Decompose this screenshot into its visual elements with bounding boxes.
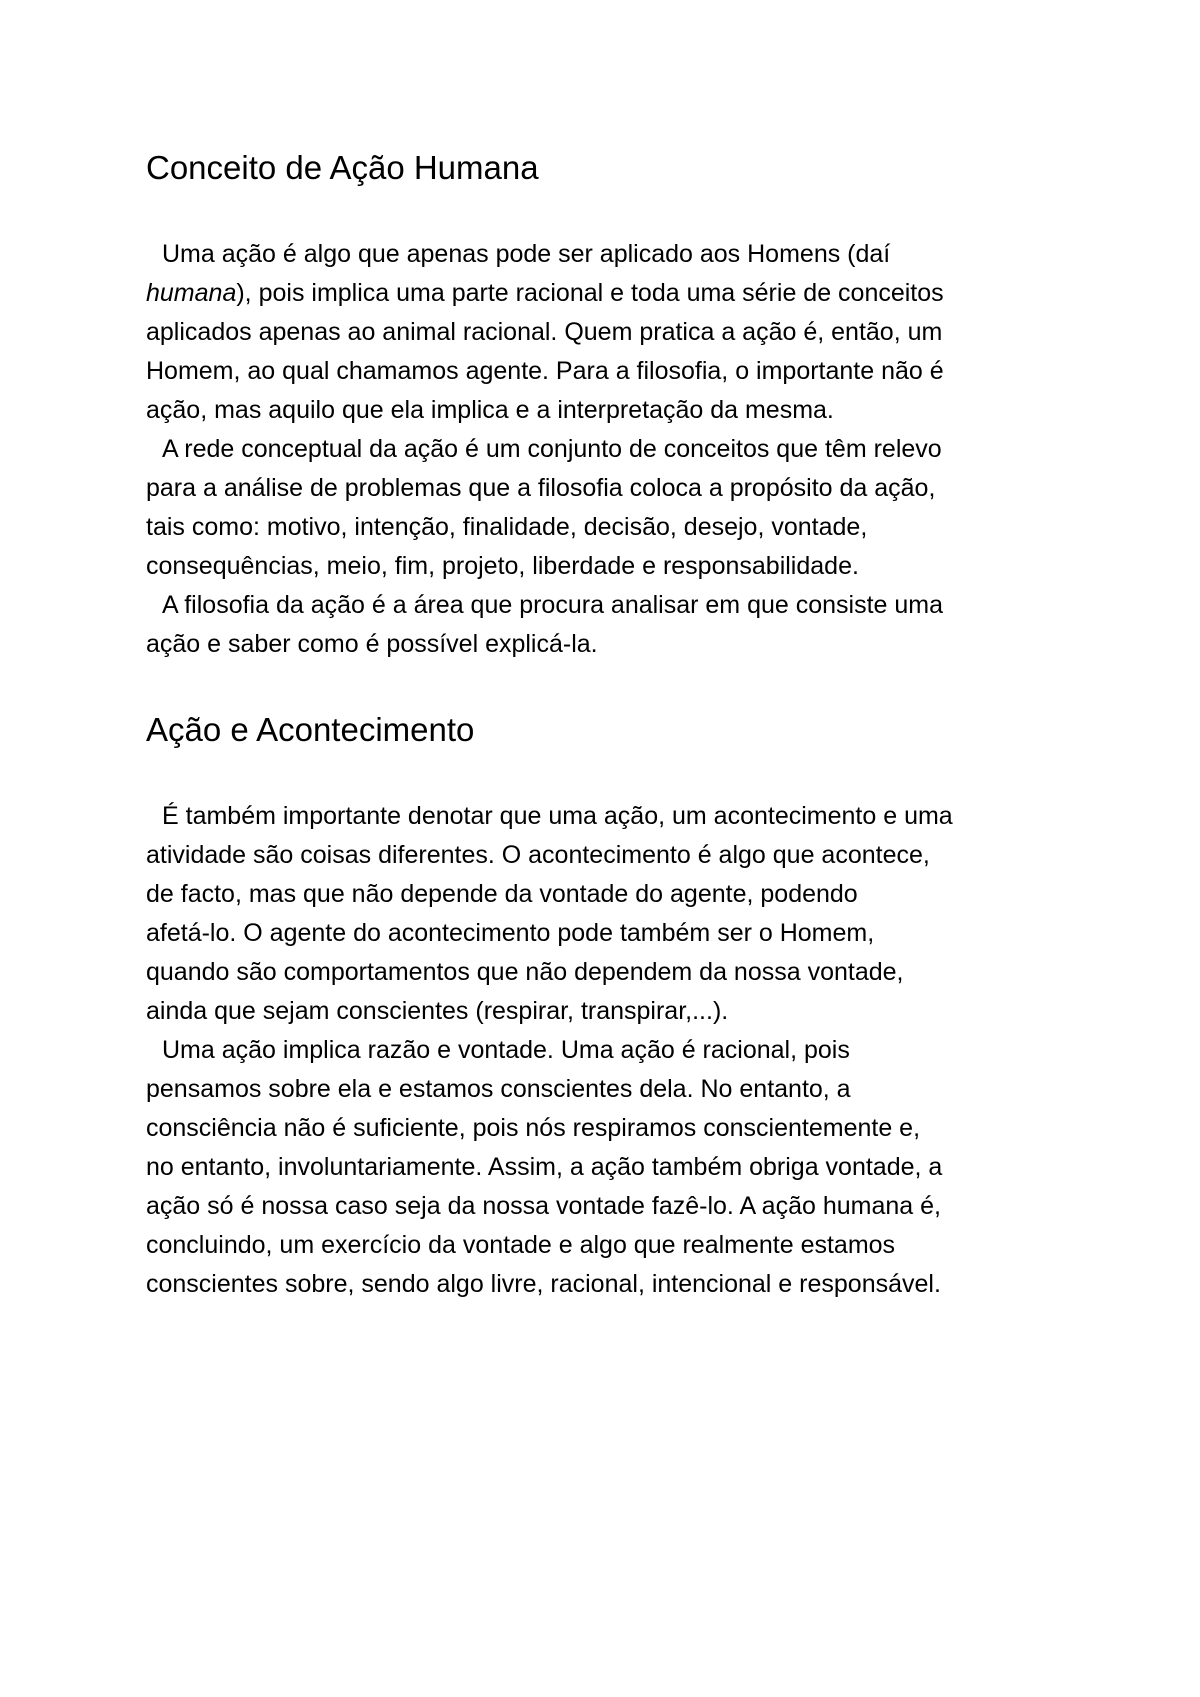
paragraph-line: ação e saber como é possível explicá-la. [146, 630, 598, 658]
paragraph-line [146, 238, 890, 270]
paragraph-line: consciência não é suficiente, pois nós respiramos conscientemente e, [146, 1114, 921, 1142]
paragraph-line: ação, mas aquilo que ela implica e a interpretação da mesma. [146, 396, 834, 424]
section-title-acontecimento: Ação e Acontecimento [146, 711, 475, 748]
paragraph-line: pensamos sobre ela e estamos conscientes dela. No entanto, a [146, 1075, 851, 1103]
paragraph-line: É também importante denotar que uma ação, um acontecimento e uma [162, 802, 953, 830]
text-span: ), pois implica uma parte racional e toda uma série de conceitos [236, 279, 944, 307]
paragraph-line: A rede conceptual da ação é um conjunto de conceitos que têm relevo [162, 435, 942, 463]
paragraph-line [146, 277, 944, 309]
paragraph-line: conscientes sobre, sendo algo livre, racional, intencional e responsável. [146, 1270, 941, 1298]
paragraph-line: consequências, meio, fim, projeto, liberdade e responsabilidade. [146, 552, 859, 580]
paragraph-line: tais como: motivo, intenção, finalidade, decisão, desejo, vontade, [146, 513, 868, 541]
paragraph-line: para a análise de problemas que a filosofia coloca a propósito da ação, [146, 474, 936, 502]
paragraph-line: Uma ação implica razão e vontade. Uma ação é racional, pois [162, 1036, 850, 1064]
paragraph-line: ainda que sejam conscientes (respirar, transpirar,...). [146, 997, 729, 1025]
italic-term: humana [146, 279, 237, 307]
paragraph-line: ação só é nossa caso seja da nossa vontade fazê-lo. A ação humana é, [146, 1192, 941, 1220]
paragraph-line: concluindo, um exercício da vontade e algo que realmente estamos [146, 1231, 896, 1259]
paragraph-line: Homem, ao qual chamamos agente. Para a filosofia, o importante não é [146, 357, 944, 385]
paragraph-line: aplicados apenas ao animal racional. Quem pratica a ação é, então, um [146, 318, 943, 346]
paragraph-line: no entanto, involuntariamente. Assim, a ação também obriga vontade, a [146, 1153, 943, 1181]
text-span: Uma ação é algo que apenas pode ser aplicado aos Homens (daí [162, 240, 891, 268]
paragraph-line: atividade são coisas diferentes. O acontecimento é algo que acontece, [146, 841, 930, 869]
paragraph-line: afetá-lo. O agente do acontecimento pode também ser o Homem, [146, 919, 875, 947]
paragraph-line: A filosofia da ação é a área que procura analisar em que consiste uma [162, 591, 944, 619]
section-title-conceito: Conceito de Ação Humana [146, 149, 539, 186]
paragraph-line: quando são comportamentos que não dependem da nossa vontade, [146, 958, 904, 986]
paragraph-line: de facto, mas que não depende da vontade do agente, podendo [146, 880, 858, 908]
